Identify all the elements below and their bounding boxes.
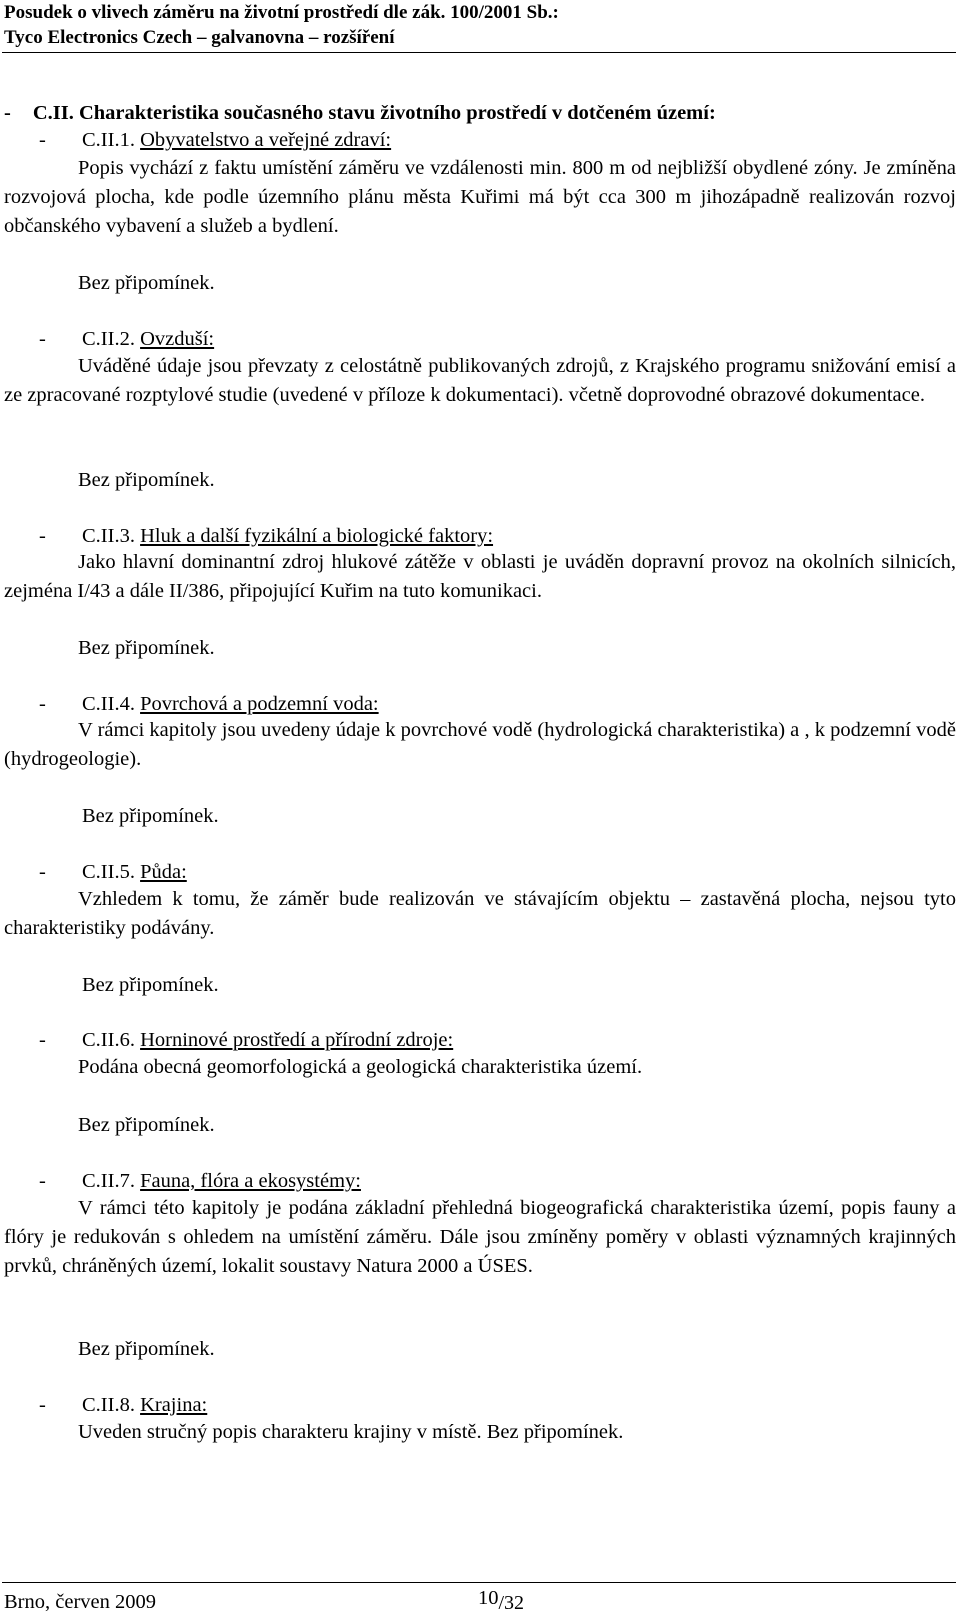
- section-heading-2: [82, 326, 214, 352]
- section-code: C.II.4.: [82, 693, 135, 715]
- section-heading-4: [82, 691, 379, 717]
- section-title: Horninové prostředí a přírodní zdroje:: [140, 1029, 454, 1051]
- header-title: Posudek o vlivech záměru na životní prostředí dle zák. 100/2001 Sb.:: [4, 2, 559, 23]
- header-divider: [2, 52, 956, 53]
- section-dash: -: [39, 328, 46, 350]
- chapter-dash: -: [4, 102, 11, 124]
- section-code: C.II.8.: [82, 1394, 135, 1416]
- section-heading-3: [82, 523, 493, 549]
- section-title: Ovzduší:: [140, 328, 215, 350]
- section-title: Povrchová a podzemní voda:: [140, 693, 379, 715]
- section-text-4: V rámci kapitoly jsou uvedeny údaje k povrchové vodě (hydrologická charakteristika) a , k podzemní vodě (hydrogeologie).: [4, 719, 956, 770]
- section-heading-1: [82, 127, 391, 153]
- no-comment-note-3: Bez připomínek.: [78, 637, 215, 659]
- section-code: C.II.1.: [82, 129, 135, 151]
- no-comment-note-5: Bez připomínek.: [82, 974, 219, 996]
- section-title: Hluk a další fyzikální a biologické faktory:: [140, 525, 494, 547]
- section-text-8: Uveden stručný popis charakteru krajiny v místě. Bez připomínek.: [78, 1421, 624, 1443]
- header-subtitle: Tyco Electronics Czech – galvanovna – rozšíření: [4, 27, 395, 48]
- section-title: Obyvatelstvo a veřejné zdraví:: [140, 129, 392, 151]
- section-dash: -: [39, 1029, 46, 1051]
- section-title: Fauna, flóra a ekosystémy:: [140, 1170, 361, 1192]
- section-text-2: Uváděné údaje jsou převzaty z celostátně publikovaných zdrojů, z Krajského programu snižování emisí a ze zpracované rozptylové studie (uvedené v příloze k dokumentaci). včetně doprovodné obrazové dokumentace.: [4, 355, 956, 406]
- footer-place-date: Brno, červen 2009: [4, 1591, 156, 1613]
- section-text-1: Popis vychází z faktu umístění záměru ve vzdálenosti min. 800 m od nejbližší obydlené zóny. Je zmíněna rozvojová plocha, kde podle územního plánu města Kuřimi má být cca 300 m jihozápadně realizován rozvoj občanského vybavení a služeb a bydlení.: [4, 157, 956, 237]
- footer-divider: [2, 1582, 956, 1583]
- section-code: C.II.3.: [82, 525, 135, 547]
- section-text-5: Vzhledem k tomu, že záměr bude realizován ve stávajícím objektu – zastavěná plocha, nejsou tyto charakteristiky podávány.: [4, 888, 956, 939]
- section-heading-6: [82, 1027, 453, 1053]
- section-title: Krajina:: [140, 1394, 208, 1416]
- section-text-6: Podána obecná geomorfologická a geologická charakteristika území.: [78, 1056, 643, 1078]
- section-dash: -: [39, 693, 46, 715]
- no-comment-note-6: Bez připomínek.: [78, 1114, 215, 1136]
- section-dash: -: [39, 525, 46, 547]
- section-dash: -: [39, 1170, 46, 1192]
- page-current: 10: [478, 1587, 499, 1609]
- no-comment-note-2: Bez připomínek.: [78, 469, 215, 491]
- no-comment-note-1: Bez připomínek.: [78, 272, 215, 294]
- section-text-7: V rámci této kapitoly je podána základní přehledná biogeografická charakteristika území, popis fauny a flóry je redukován s ohledem na umístění záměru. Dále jsou zmíněny poměry v oblasti významných krajinných prvků, chráněných území, lokalit soustavy Natura 2000 a ÚSES.: [4, 1197, 956, 1277]
- chapter-heading: [4, 100, 716, 126]
- section-dash: -: [39, 861, 46, 883]
- section-code: C.II.6.: [82, 1029, 135, 1051]
- page-number: [478, 1585, 525, 1614]
- section-code: C.II.5.: [82, 861, 135, 883]
- page-total: /32: [498, 1592, 525, 1614]
- no-comment-note-7: Bez připomínek.: [78, 1338, 215, 1360]
- no-comment-note-4: Bez připomínek.: [82, 805, 219, 827]
- section-code: C.II.7.: [82, 1170, 135, 1192]
- section-heading-8: [82, 1392, 207, 1418]
- section-heading-7: [82, 1168, 361, 1194]
- page-header: [4, 0, 956, 50]
- section-dash: -: [39, 129, 46, 151]
- section-code: C.II.2.: [82, 328, 135, 350]
- chapter-title: C.II. Charakteristika současného stavu životního prostředí v dotčeném území:: [32, 102, 716, 124]
- section-title: Půda:: [140, 861, 187, 883]
- section-text-3: Jako hlavní dominantní zdroj hlukové zátěže v oblasti je uváděn dopravní provoz na okolních silnicích, zejména I/43 a dále II/386, připojující Kuřim na tuto komunikaci.: [4, 551, 956, 602]
- section-heading-5: [82, 859, 187, 885]
- section-dash: -: [39, 1394, 46, 1416]
